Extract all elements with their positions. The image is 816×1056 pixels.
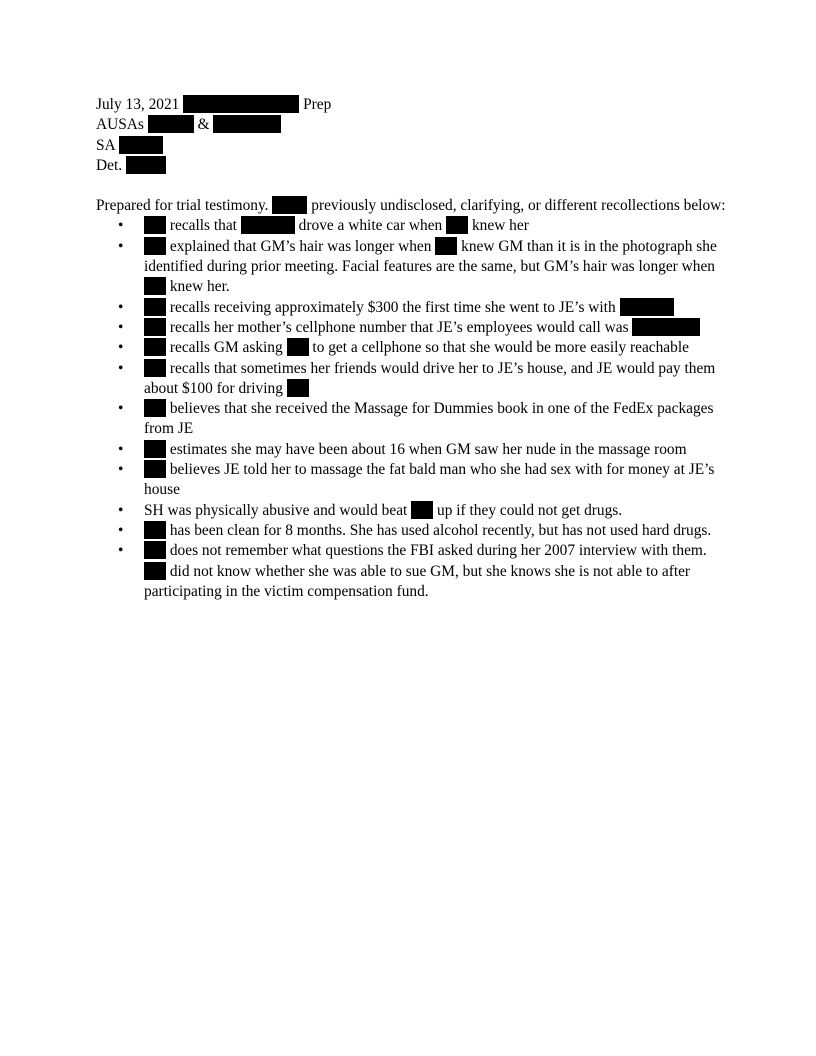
ausas-label: AUSAs xyxy=(96,116,144,134)
item-text: recalls her mother’s cellphone number that JE’s employees would call was xyxy=(169,318,629,336)
memo-header xyxy=(96,95,726,176)
redaction-block xyxy=(144,298,166,316)
item-text: recalls receiving approximately $300 the first time she went to JE’s with xyxy=(169,298,616,316)
intro-text-after: previously undisclosed, clarifying, or different recollections below: xyxy=(311,197,726,215)
item-text: knew her. xyxy=(169,278,230,296)
item-text: knew her xyxy=(471,217,529,235)
redaction-block xyxy=(287,338,309,356)
item-text: believes JE told her to massage the fat bald man who she had sex with for money at JE’s house xyxy=(144,461,715,499)
list-item xyxy=(144,440,726,460)
list-item xyxy=(144,541,726,602)
sa-line xyxy=(96,136,726,156)
redaction-block xyxy=(144,460,166,478)
list-item xyxy=(144,399,726,440)
item-text: recalls GM asking xyxy=(169,339,283,357)
list-item xyxy=(144,237,726,298)
memo-page xyxy=(96,95,726,602)
list-item xyxy=(144,359,726,400)
det-label: Det. xyxy=(96,156,123,174)
item-text: has been clean for 8 months. She has used alcohol recently, but has not used hard drugs. xyxy=(169,521,712,539)
redaction-block xyxy=(144,399,166,417)
item-text: recalls that xyxy=(169,217,237,235)
item-text: SH was physically abusive and would beat xyxy=(144,501,408,519)
list-item xyxy=(144,521,726,541)
item-text: drove a white car when xyxy=(298,217,443,235)
redaction-block xyxy=(272,196,307,214)
redaction-block xyxy=(148,115,194,133)
redaction-block xyxy=(119,136,163,154)
redaction-block xyxy=(656,318,690,336)
redaction-block xyxy=(446,216,468,234)
ampersand: & xyxy=(197,116,210,134)
item-text: up if they could not get drugs. xyxy=(437,501,623,519)
list-item xyxy=(144,338,726,358)
redaction-block xyxy=(144,562,166,580)
redaction-block xyxy=(144,521,166,539)
redaction-block xyxy=(144,338,166,356)
item-text: estimates she may have been about 16 when GM saw her nude in the massage room xyxy=(169,440,687,458)
redaction-block xyxy=(183,95,299,113)
list-item xyxy=(144,460,726,501)
list-item xyxy=(144,216,726,236)
redaction-block xyxy=(144,440,166,458)
list-item xyxy=(144,318,726,338)
redaction-block xyxy=(435,237,457,255)
redaction-block xyxy=(620,298,674,316)
item-text: recalls that sometimes her friends would drive her to JE’s house, and JE would pay them about $100 for driving xyxy=(144,359,716,397)
recollections-list xyxy=(96,216,726,602)
item-text: believes that she received the Massage for Dummies book in one of the FedEx packages from JE xyxy=(144,400,714,438)
item-text: to get a cellphone so that she would be more easily reachable xyxy=(312,339,689,357)
sa-label: SA xyxy=(96,136,115,154)
redaction-block xyxy=(411,501,433,519)
item-text: did not know whether she was able to sue GM, but she knows she is not able to after participating in the victim compensation fund. xyxy=(144,562,691,600)
date-text: July 13, 2021 xyxy=(96,96,180,113)
list-item xyxy=(144,298,726,318)
redaction-block xyxy=(144,216,166,234)
intro-paragraph xyxy=(96,196,726,216)
date-line xyxy=(96,95,726,115)
redaction-block xyxy=(144,277,166,295)
redaction-block xyxy=(144,359,166,377)
prep-text: Prep xyxy=(303,96,332,113)
intro-text-before: Prepared for trial testimony. xyxy=(96,197,269,215)
redaction-block xyxy=(144,237,166,255)
redaction-block xyxy=(144,541,166,559)
item-text: does not remember what questions the FBI asked during her 2007 interview with them. xyxy=(169,542,707,560)
redaction-block xyxy=(126,156,166,174)
item-text: explained that GM’s hair was longer when xyxy=(169,237,432,255)
redaction-block xyxy=(213,115,281,133)
redaction-block xyxy=(241,216,295,234)
redaction-block xyxy=(287,379,309,397)
item-text: knew GM than it is in the photograph she identified during prior meeting. Facial features are the same, but GM’s hair was longer when xyxy=(144,237,717,276)
ausas-line xyxy=(96,115,726,135)
redaction-block xyxy=(144,318,166,336)
det-line xyxy=(96,156,726,176)
list-item xyxy=(144,501,726,521)
